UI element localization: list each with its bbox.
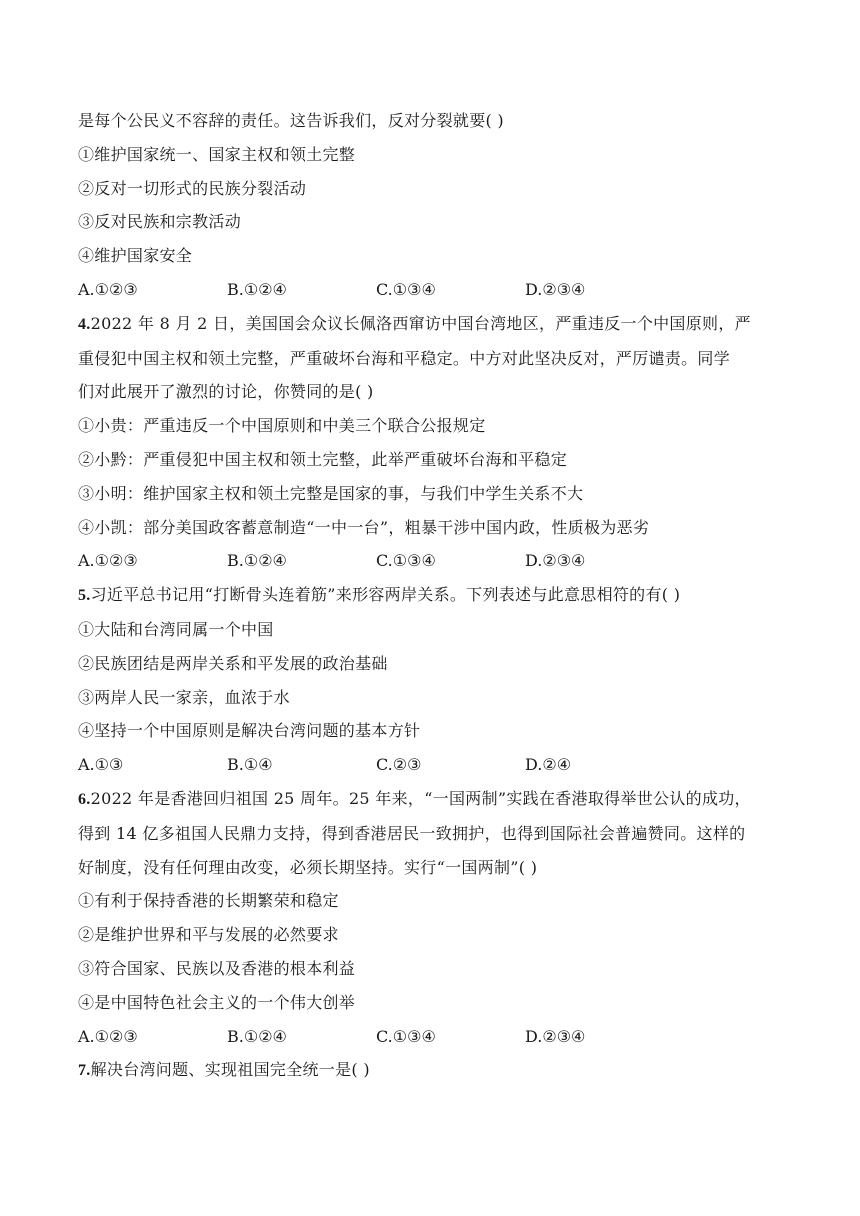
question-stem-line: 4.2022 年 8 月 2 日，美国国会众议长佩洛西窜访中国台湾地区，严重违反一个中国原则，严 [78, 313, 751, 333]
option-1: ①小贵：严重违反一个中国原则和中美三个联合公报规定 [78, 416, 486, 436]
question-3-continuation: 是每个公民义不容辞的责任。这告诉我们，反对分裂就要( ) [78, 111, 504, 130]
choice-c: C.①③④ [376, 551, 436, 571]
option-1: ①大陆和台湾同属一个中国 [78, 619, 274, 639]
option-4: ④小凯：部分美国政客蓄意制造“一中一台”，粗暴干涉中国内政，性质极为恶劣 [78, 517, 650, 537]
question-4 [78, 307, 788, 578]
option-2: ②民族团结是两岸关系和平发展的政治基础 [78, 653, 388, 673]
question-number: 4. [78, 315, 91, 333]
option-2: ②反对一切形式的民族分裂活动 [78, 178, 307, 198]
answer-choices [78, 748, 788, 782]
choice-a: A.①②③ [78, 279, 138, 299]
option-1: ①有利于保持香港的长期繁荣和稳定 [78, 891, 339, 911]
choice-b: B.①②④ [227, 1026, 287, 1046]
exam-page [78, 104, 788, 1088]
question-stem-line: 7.解决台湾问题、实现祖国完全统一是( ) [78, 1060, 370, 1080]
option-3: ③小明：维护国家主权和领土完整是国家的事，与我们中学生关系不大 [78, 483, 584, 503]
question-3 [78, 104, 788, 307]
question-stem-line: 6.2022 年是香港回归祖国 25 周年。25 年来，“一国两制”实践在香港取得举世公认的成功， [78, 788, 751, 808]
answer-choices [78, 544, 788, 578]
choice-a: A.①②③ [78, 1026, 138, 1046]
choice-d: D.②③④ [525, 551, 586, 571]
question-6 [78, 782, 788, 1053]
question-number: 5. [78, 587, 91, 605]
option-2: ②小黔：严重侵犯中国主权和领土完整，此举严重破坏台海和平稳定 [78, 449, 568, 469]
option-4: ④坚持一个中国原则是解决台湾问题的基本方针 [78, 721, 421, 741]
option-4: ④是中国特色社会主义的一个伟大创举 [78, 992, 356, 1012]
option-4: ④维护国家安全 [78, 246, 193, 266]
choice-a: A.①②③ [78, 551, 138, 571]
answer-choices [78, 273, 788, 307]
option-1: ①维护国家统一、国家主权和领土完整 [78, 144, 356, 164]
option-3: ③符合国家、民族以及香港的根本利益 [78, 958, 356, 978]
choice-a: A.①③ [78, 755, 124, 775]
question-stem-line: 5.习近平总书记用“打断骨头连着筋”来形容两岸关系。下列表述与此意思相符的有( ) [78, 585, 681, 605]
question-7 [78, 1053, 788, 1088]
choice-c: C.②③ [376, 755, 422, 775]
choice-d: D.②④ [525, 755, 572, 775]
choice-d: D.②③④ [525, 279, 586, 299]
choice-c: C.①③④ [376, 279, 436, 299]
option-2: ②是维护世界和平与发展的必然要求 [78, 925, 339, 945]
choice-b: B.①④ [227, 755, 273, 775]
choice-d: D.②③④ [525, 1026, 586, 1046]
question-stem-line: 得到 14 亿多祖国人民鼎力支持，得到香港居民一致拥护，也得到国际社会普遍赞同。这样的 [78, 823, 746, 843]
question-number: 6. [78, 790, 91, 808]
question-stem-line: 好制度，没有任何理由改变，必须长期坚持。实行“一国两制”( ) [78, 857, 538, 877]
choice-c: C.①③④ [376, 1026, 436, 1046]
option-3: ③反对民族和宗教活动 [78, 212, 242, 232]
question-5 [78, 578, 788, 782]
question-stem-line: 重侵犯中国主权和领土完整，严重破坏台海和平稳定。中方对此坚决反对，严厉谴责。同学 [78, 348, 731, 368]
answer-choices [78, 1020, 788, 1054]
question-number: 7. [78, 1062, 91, 1080]
option-3: ③两岸人民一家亲，血浓于水 [78, 687, 290, 707]
choice-b: B.①②④ [227, 551, 287, 571]
question-stem-line: 们对此展开了激烈的讨论，你赞同的是( ) [78, 382, 374, 402]
choice-b: B.①②④ [227, 279, 287, 299]
